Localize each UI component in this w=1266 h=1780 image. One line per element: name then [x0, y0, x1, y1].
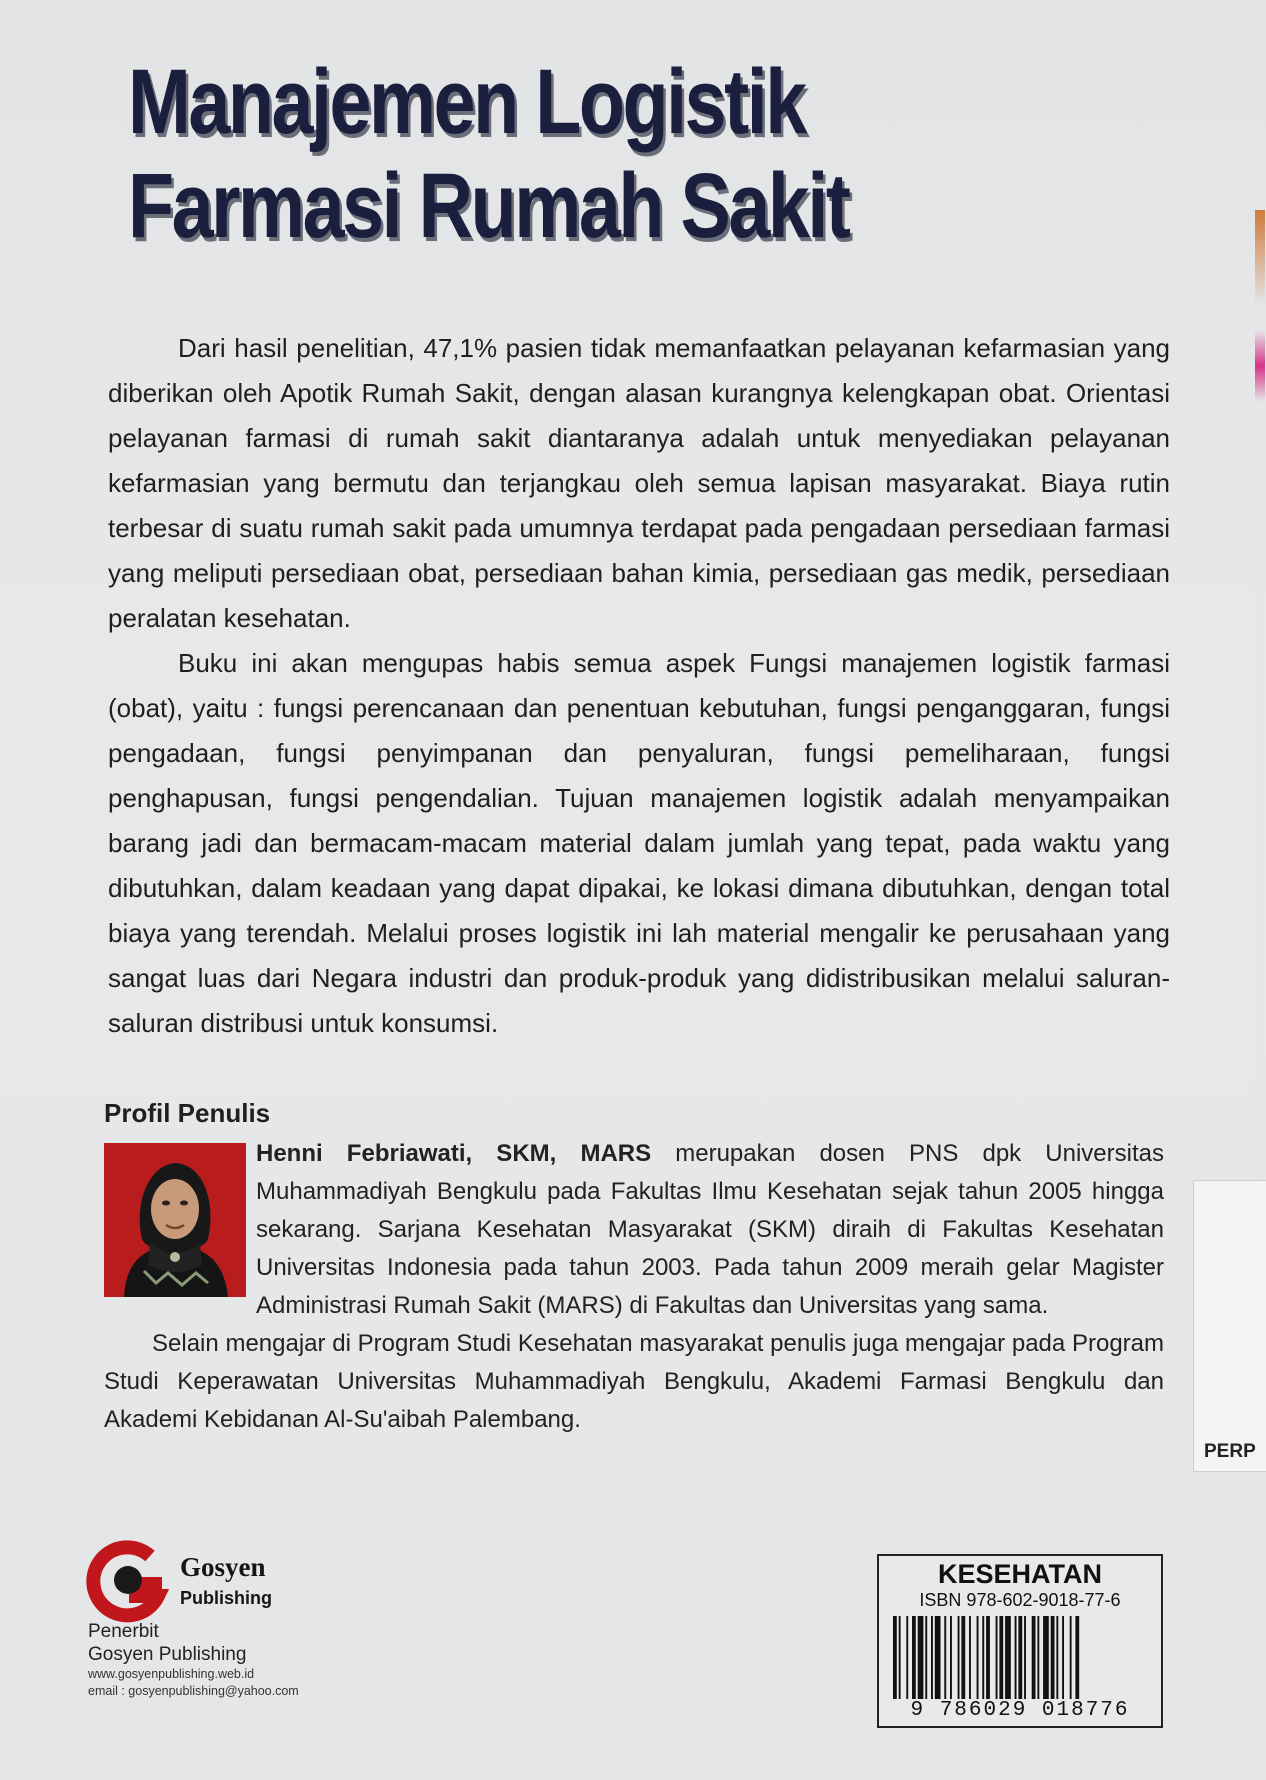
- author-name: Henni Febriawati, SKM, MARS: [256, 1140, 652, 1167]
- isbn-number: ISBN 978-602-9018-77-6: [919, 1590, 1121, 1610]
- publisher-name: Gosyen Publishing: [88, 1644, 247, 1665]
- author-bio-text: merupakan dosen PNS dpk Universitas Muhammadiyah Bengkulu pada Fakultas Ilmu Kesehatan sejak tahun 2005 hingga sekarang. Sarjana Kesehatan Masyarakat (SKM) diraih di Fakultas Kesehatan Universitas Indonesia pada tahun 2003. Pada tahun 2009 meraih gelar Magister Administrasi Rumah Sakit (MARS) di Fakultas dan Universitas yang sama.: [256, 1140, 1164, 1319]
- author-profile: [104, 1095, 1164, 1439]
- library-sticker: [1193, 1180, 1266, 1472]
- title-line-1: Manajemen Logistik: [128, 51, 805, 153]
- book-title: [128, 50, 849, 258]
- synopsis: [108, 326, 1170, 1046]
- author-portrait-image: [104, 1143, 246, 1297]
- publisher-info: [88, 1540, 408, 1700]
- author-bio-2: Selain mengajar di Program Studi Kesehatan masyarakat penulis juga mengajar pada Program Studi Keperawatan Universitas Muhammadiyah Bengkulu, Akademi Farmasi Bengkulu dan Akademi Kebidanan Al-Su'aibah Palembang.: [104, 1330, 1164, 1433]
- library-sticker-text: PERP: [1204, 1441, 1256, 1462]
- publisher-label: Penerbit: [88, 1621, 159, 1642]
- publisher-logo: [88, 1540, 272, 1620]
- author-bio-1: [104, 1135, 1164, 1325]
- profile-body: [104, 1135, 1164, 1439]
- category-label: KESEHATAN: [937, 1559, 1102, 1589]
- profile-heading: Profil Penulis: [104, 1098, 271, 1128]
- publisher-website: www.gosyenpublishing.web.id: [88, 1667, 255, 1681]
- title-line-2: Farmasi Rumah Sakit: [128, 155, 849, 257]
- logo-publishing: Publishing: [180, 1588, 272, 1608]
- logo-gosyen: Gosyen: [180, 1552, 266, 1582]
- synopsis-paragraph-2: Buku ini akan mengupas habis semua aspek Fungsi manajemen logistik farmasi (obat), yaitu : fungsi perencanaan dan penentuan kebutuhan, fungsi penganggaran, fungsi pengadaan, fungsi penyimpanan dan penyaluran, fungsi pemeliharaan, fungsi penghapusan, fungsi pengendalian. Tujuan manajemen logistik adalah menyampaikan barang jadi dan bermacam-macam material dalam jumlah yang tepat, pada waktu yang dibutuhkan, dalam keadaan yang dapat dipakai, ke lokasi dimana dibutuhkan, dengan total biaya yang terendah. Melalui proses logistik ini lah material mengalir ke perusahaan yang sangat luas dari Negara industri dan produk-produk yang didistribusikan melalui saluran-saluran distribusi untuk konsumsi.: [108, 648, 1170, 1038]
- isbn-barcode-box: [877, 1554, 1163, 1728]
- barcode-icon: [889, 1616, 1149, 1704]
- barcode-digits: 9 786029 018776: [879, 1699, 1161, 1722]
- publisher-email: email : gosyenpublishing@yahoo.com: [88, 1684, 299, 1698]
- author-photo: [104, 1143, 246, 1297]
- gosyen-g-icon: [88, 1540, 272, 1620]
- synopsis-paragraph-1: Dari hasil penelitian, 47,1% pasien tidak memanfaatkan pelayanan kefarmasian yang diberikan oleh Apotik Rumah Sakit, dengan alasan kurangnya kelengkapan obat. Orientasi pelayanan farmasi di rumah sakit diantaranya adalah untuk menyediakan pelayanan kefarmasian yang bermutu dan terjangkau oleh semua lapisan masyarakat. Biaya rutin terbesar di suatu rumah sakit pada umumnya terdapat pada pengadaan persediaan farmasi yang meliputi persediaan obat, persediaan bahan kimia, persediaan gas medik, persediaan peralatan kesehatan.: [108, 333, 1170, 633]
